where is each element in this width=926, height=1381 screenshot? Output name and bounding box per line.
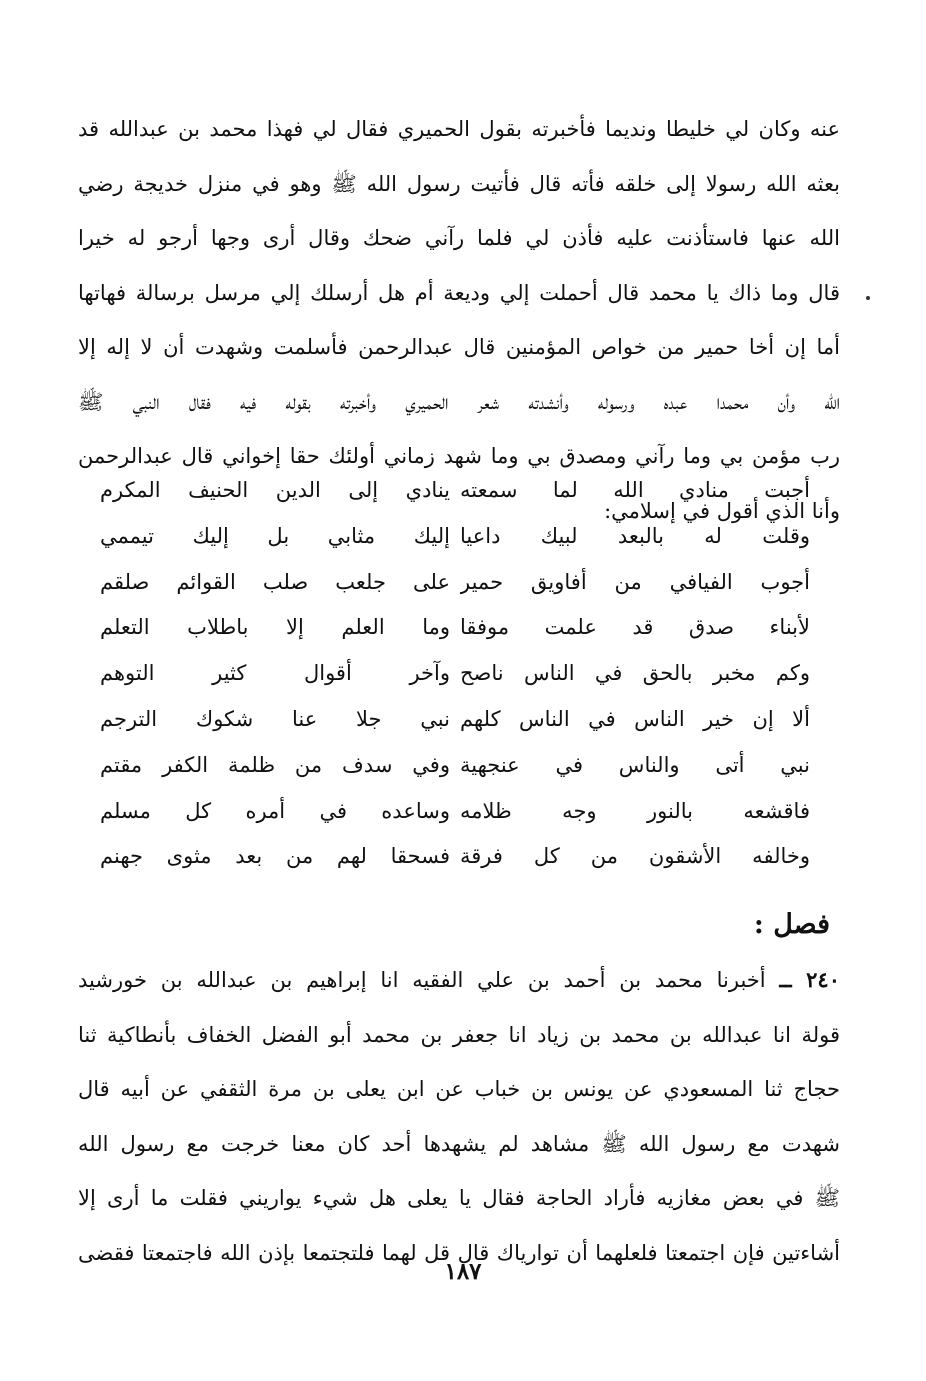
- poem-first-hemistich: ألا إن خير الناس في الناس كلهم: [460, 706, 810, 731]
- poem-second-hemistich: ينادي إلى الدين الحنيف المكرم: [100, 478, 450, 502]
- section-heading: فصل :: [753, 909, 830, 940]
- poem-verse: [100, 468, 810, 514]
- poem-first-hemistich: لأبناء صدق قد علمت موفقا: [460, 615, 810, 640]
- poem-second-hemistich: وفي سدف من ظلمة الكفر مقتم: [100, 752, 450, 777]
- poem-first-hemistich: أجبت منادي الله لما سمعته: [460, 478, 810, 502]
- margin-dot: [866, 296, 870, 300]
- hadith-number: ٢٤٠ ــ: [779, 967, 840, 992]
- poem-verse: [100, 514, 810, 560]
- poem-second-hemistich: إليك مثابي بل إليك تيممي: [100, 523, 450, 548]
- text-line: حجاج ثنا المسعودي عن يونس بن خباب عن ابن يعلى بن مرة الثقفي عن أبيه قال: [78, 1077, 840, 1101]
- page-number: ١٨٧: [444, 1258, 482, 1285]
- text-line: بعثه الله رسولا إلى خلقه فأته قال فأتيت رسول الله ﷺ وهو في منزل خديجة رضي: [78, 171, 840, 196]
- hadith-first-line: أخبرنا محمد بن أحمد بن علي الفقيه انا إبراهيم بن عبدالله بن خورشيد: [78, 968, 766, 992]
- poem-second-hemistich: نبي جلا عنا شكوك الترجم: [100, 706, 450, 731]
- text-line: أما إن أخا حمير من خواص المؤمنين قال عبدالرحمن فأسلمت وشهدت أن لا إله إلا: [78, 335, 840, 359]
- text-line: [78, 953, 840, 1008]
- poem-verse: [100, 789, 810, 835]
- poem-first-hemistich: نبي أتى والناس في عنجهية: [460, 752, 810, 777]
- poem-verse: [100, 651, 810, 697]
- poem-verse: [100, 743, 810, 789]
- poem-second-hemistich: وما العلم إلا باطلاب التعلم: [100, 615, 450, 640]
- poem-verse: [100, 560, 810, 606]
- poem: [100, 468, 810, 880]
- text-line: عنه وكان لي خليطا ونديما فأخبرته بقول الحميري فقال لي فهذا محمد بن عبدالله قد: [78, 117, 840, 141]
- poem-verse: [100, 605, 810, 651]
- poem-second-hemistich: فسحقا لهم من بعد مثوى جهنم: [100, 844, 450, 869]
- text-line: وأنا الذي أقول في إسلامي:: [604, 498, 840, 523]
- poem-first-hemistich: فاقشعه بالنور وجه ظلامه: [460, 798, 810, 823]
- poem-first-hemistich: وخالفه الأشقون من كل فرقة: [460, 844, 810, 869]
- poem-first-hemistich: وكم مخبر بالحق في الناس ناصح: [460, 661, 810, 686]
- poem-second-hemistich: وساعده في أمره كل مسلم: [100, 798, 450, 823]
- text-line: قال وما ذاك يا محمد قال أحملت إلي وديعة أم هل أرسلك إلي مرسل برسالة فهاتها: [78, 280, 840, 305]
- poem-verse: [100, 697, 810, 743]
- poem-first-hemistich: أجوب الفيافي من أفاويق حمير: [460, 569, 810, 594]
- text-line: أشاءتين فإن اجتمعتا فلعلهما أن توارياك قال قل لهما فلتجتمعا بإذن الله فاجتمعتا فقضى: [78, 1240, 840, 1265]
- poem-verse: [100, 834, 810, 880]
- text-line: ﷺ في بعض مغازيه فأراد الحاجة فقال يا يعلى هل شيء يواريني فقلت ما أرى إلا: [78, 1186, 840, 1210]
- text-line: الله عنها فاستأذنت عليه فأذن لي فلما رآني ضحك وقال أرى وجها أرجو له خيرا: [78, 226, 840, 250]
- text-line: الله وأن محمدا عبده ورسوله وأنشدته شعر الحميري وأخبرته بقوله فيه فقال النبي ﷺ: [78, 389, 840, 414]
- poem-second-hemistich: على جلعب صلب القوائم صلقم: [100, 569, 450, 594]
- text-line: قولة انا عبدالله بن محمد بن زياد انا جعفر بن محمد أبو الفضل الخفاف بأنطاكية ثنا: [78, 1022, 840, 1047]
- text-line: رب مؤمن بي وما رآني ومصدق بي وما شهد زماني أولئك حقا إخواني قال عبدالرحمن: [78, 444, 840, 468]
- poem-first-hemistich: وقلت له بالبعد لبيك داعيا: [460, 523, 810, 548]
- text-line: شهدت مع رسول الله ﷺ مشاهد لم يشهدها أحد كان معنا خرجت مع رسول الله: [78, 1131, 840, 1156]
- hadith-paragraph: [78, 953, 840, 1280]
- poem-second-hemistich: وآخر أقوال كثير التوهم: [100, 661, 450, 686]
